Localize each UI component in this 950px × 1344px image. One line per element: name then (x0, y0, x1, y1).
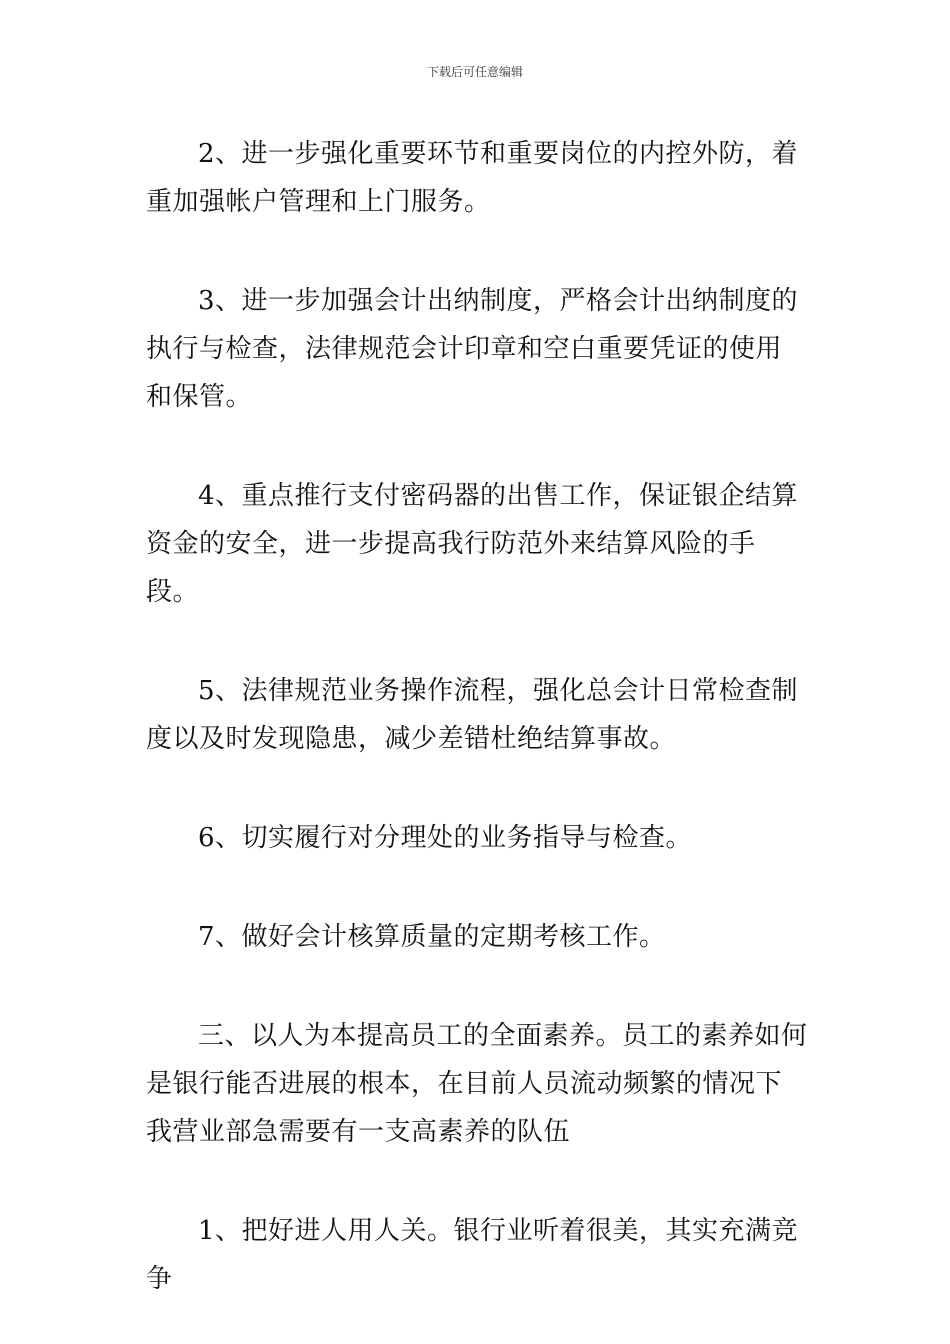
paragraph-item-2: 2、进一步强化重要环节和重要岗位的内控外防，着重加强帐户管理和上门服务。 (146, 139, 799, 217)
paragraph-item-7: 7、做好会计核算质量的定期考核工作。 (198, 922, 666, 952)
document-body (146, 130, 808, 1303)
section-heading-paragraph: 三、以人为本提高员工的全面素养。员工的素养如何是银行能否进展的根本，在目前人员流动频繁的情况下我营业部急需要有一支高素养的队伍 (146, 1021, 808, 1147)
paragraph-item-1: 1、把好进人用人关。银行业听着很美，其实充满竞争 (146, 1216, 799, 1294)
paragraph-item-3: 3、进一步加强会计出纳制度，严格会计出纳制度的执行与检查，法律规范会计印章和空白重要凭证的使用和保管。 (146, 286, 799, 412)
paragraph-item-5: 5、法律规范业务操作流程，强化总会计日常检查制度以及时发现隐患，减少差错杜绝结算事故。 (146, 676, 799, 754)
paragraph-item-4: 4、重点推行支付密码器的出售工作，保证银企结算资金的安全，进一步提高我行防范外来结算风险的手段。 (146, 481, 799, 607)
page-header-note: 下载后可任意编辑 (426, 65, 523, 79)
paragraph-item-6: 6、切实履行对分理处的业务指导与检查。 (198, 823, 693, 853)
